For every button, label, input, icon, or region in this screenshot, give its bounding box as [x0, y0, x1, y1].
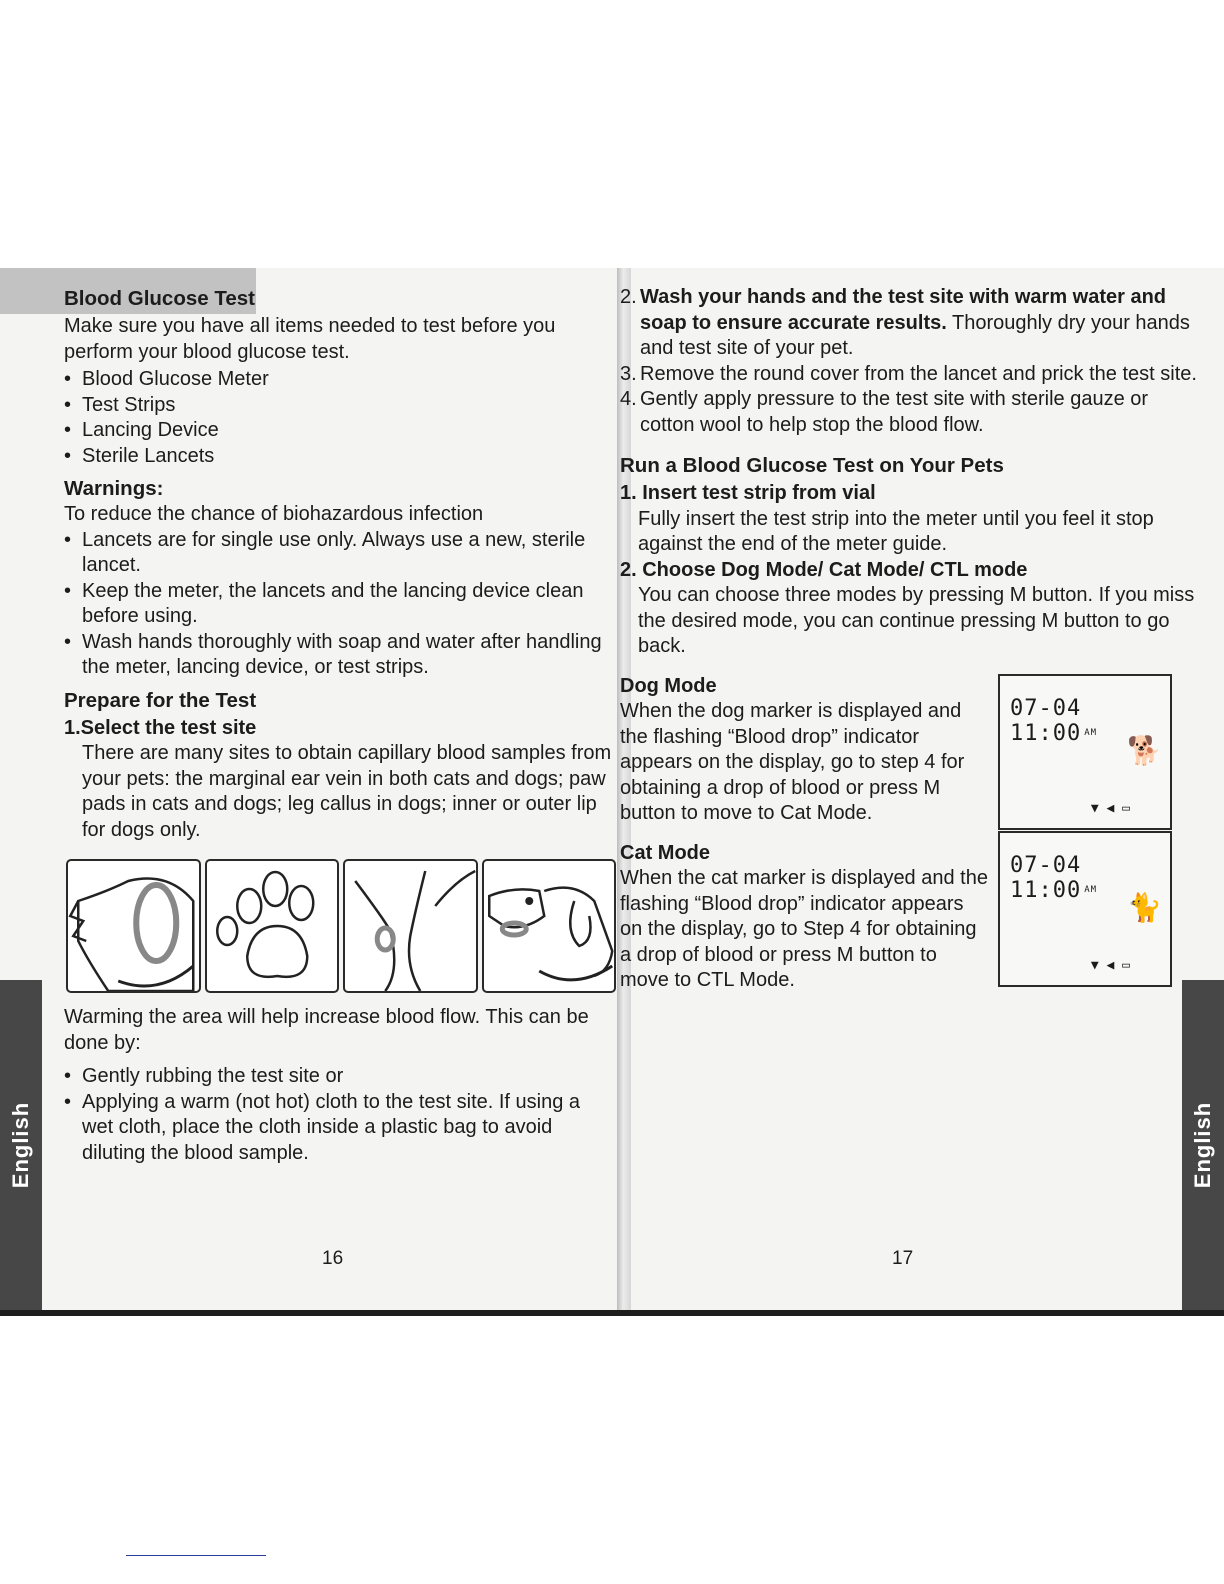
- warming-list: [64, 1064, 616, 1166]
- list-item: • Test Strips: [64, 393, 616, 419]
- lip-figure: [482, 859, 617, 993]
- dog-mode-lcd: [998, 674, 1172, 830]
- warnings-intro: To reduce the chance of biohazardous infection: [64, 503, 484, 525]
- right-page: [620, 285, 1200, 994]
- cat-mode-block: [620, 841, 1200, 994]
- list-item: • Keep the meter, the lancets and the lancing device clean before using.: [64, 579, 616, 630]
- leg-callus-figure: [343, 859, 478, 993]
- list-item: • Applying a warm (not hot) cloth to the test site. If using a wet cloth, place the cloth inside a plastic bag to avoid diluting the blood sample.: [64, 1090, 616, 1167]
- page-number-left: 16: [322, 1248, 344, 1269]
- cat-mode-lcd: [998, 831, 1172, 987]
- list-item: • Blood Glucose Meter: [64, 367, 616, 393]
- warnings-title: Warnings:: [64, 477, 164, 500]
- cat-mode-title: Cat Mode: [620, 841, 710, 864]
- prepare-title: Prepare for the Test: [64, 688, 257, 712]
- step1-text: Fully insert the test strip into the meter until you feel it stop against the end of the meter guide.: [638, 507, 1154, 555]
- test-site-figures: [66, 859, 616, 993]
- language-tab-label: English: [8, 1101, 34, 1189]
- lcd-ampm: AM: [1084, 885, 1098, 895]
- cat-mode-text: When the cat marker is displayed and the flashing “Blood drop” indicator appears on the display, go to Step 4 for obtaining a drop of blood or press M button to move to CTL Mode.: [620, 867, 988, 991]
- footer-line: [126, 1555, 266, 1556]
- dog-mode-title: Dog Mode: [620, 674, 717, 697]
- cat-marker-icon: 🐈: [1127, 890, 1162, 924]
- step-item: 3. Remove the round cover from the lancet and prick the test site.: [620, 362, 1197, 385]
- list-item: • Gently rubbing the test site or: [64, 1064, 616, 1090]
- lcd-ampm: AM: [1084, 728, 1098, 738]
- select-site-text: There are many sites to obtain capillary blood samples from your pets: the marginal ear vein in both cats and dogs; paw pads in cats and dogs; leg callus in dogs; inner or outer lip for dogs only.: [82, 742, 612, 841]
- intro-text: Make sure you have all items needed to test before you perform your blood glucose test.: [64, 315, 556, 363]
- lcd-date: 07-04: [1010, 695, 1082, 721]
- ear-vein-figure: [66, 859, 201, 993]
- items-list: [64, 367, 616, 469]
- dog-mode-text: When the dog marker is displayed and the flashing “Blood drop” indicator appears on the display, go to step 4 for obtaining a drop of blood or press M button to move to Cat Mode.: [620, 700, 965, 824]
- language-tab-label: English: [1190, 1101, 1216, 1189]
- section-title: Blood Glucose Test: [64, 287, 255, 310]
- list-item: • Lancets are for single use only. Always use a new, sterile lancet.: [64, 528, 616, 579]
- left-page: [64, 285, 616, 1166]
- dog-ear-illustration: [68, 861, 199, 991]
- run-test-title: Run a Blood Glucose Test on Your Pets: [620, 454, 1004, 477]
- step-item: 2. Wash your hands and the test site with warm water and soap to ensure accurate results. Thoroughly dry your hands and test site of your pet.: [620, 286, 1190, 359]
- blood-drop-strip-icon: ▼ ◀ ▭: [1090, 801, 1130, 816]
- blood-drop-strip-icon: ▼ ◀ ▭: [1090, 958, 1130, 973]
- lcd-time: 11:00: [1010, 878, 1082, 903]
- dog-mode-block: [620, 674, 1200, 827]
- paw-illustration: [207, 861, 338, 991]
- list-item: • Sterile Lancets: [64, 444, 616, 470]
- step-item: 4. Gently apply pressure to the test site with sterile gauze or cotton wool to help stop the blood flow.: [620, 388, 1149, 436]
- leg-illustration: [345, 861, 476, 991]
- paw-pad-figure: [205, 859, 340, 993]
- step2-text: You can choose three modes by pressing M button. If you miss the desired mode, you can continue pressing M button to go back.: [638, 584, 1195, 657]
- dog-lip-illustration: [484, 861, 615, 991]
- select-site-title: 1.Select the test site: [64, 716, 257, 739]
- warming-text: Warming the area will help increase blood flow. This can be done by:: [64, 1006, 589, 1054]
- list-item: • Wash hands thoroughly with soap and water after handling the meter, lancing device, or test strips.: [64, 630, 616, 681]
- dog-marker-icon: 🐕: [1127, 733, 1162, 767]
- warnings-list: [64, 528, 616, 681]
- step2-title: 2. Choose Dog Mode/ Cat Mode/ CTL mode: [620, 558, 1028, 581]
- lcd-date: 07-04: [1010, 852, 1082, 878]
- language-tab-right: [1182, 980, 1224, 1310]
- step1-title: 1. Insert test strip from vial: [620, 482, 876, 504]
- list-item: • Lancing Device: [64, 418, 616, 444]
- spread-bottom-edge: [0, 1310, 1224, 1316]
- page-number-right: 17: [892, 1248, 914, 1269]
- lcd-time: 11:00: [1010, 721, 1082, 746]
- language-tab-left: [0, 980, 42, 1310]
